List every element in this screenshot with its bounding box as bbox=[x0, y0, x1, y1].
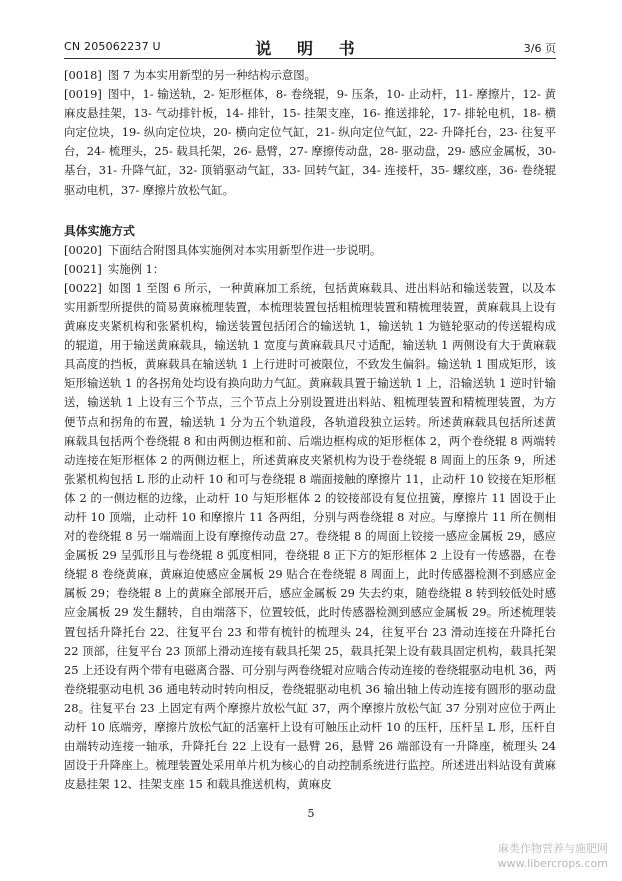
patent-number: CN 205062237 U bbox=[64, 40, 161, 53]
watermark bbox=[498, 841, 608, 871]
paragraph-number: [0018] bbox=[64, 68, 102, 82]
watermark-line-2: www.libercrops.com bbox=[497, 857, 608, 870]
paragraph-0020 bbox=[64, 241, 556, 260]
page-header bbox=[64, 36, 556, 59]
paragraph-text: 图 7 为本实用新型的另一种结构示意图。 bbox=[107, 68, 317, 82]
paragraph-0019 bbox=[64, 85, 556, 200]
paragraph-0021 bbox=[64, 260, 556, 279]
paragraph-number: [0019] bbox=[64, 87, 102, 102]
paragraph-number: [0022] bbox=[64, 280, 102, 295]
paragraph-text: 图中，1- 输送轨，2- 矩形框体，8- 卷绕辊，9- 压条，10- 止动杆，11- 摩擦片，12- 黄麻皮悬挂架，13- 气动排针板，14- 排针，15- 挂架支座，16- 推送排轮，17- 排轮电机，18- 横向定位块，19- 纵向定位块，20- 横向定位气缸，21- 纵向定位气缸，22- 升降托台，23- 往复平台，24- 梳理头，25- 载具托架，26- 悬臂，27- 摩擦传动盘，28- 驱动盘，29- 感应金属板，30- 基台，31- 升降气缸，32- 顶销驱动气缸，33- 回转气缸，34- 连接杆，35- 螺纹座，36- 卷绕辊驱动电机，37- 摩擦片放松气缸。 bbox=[64, 87, 556, 197]
paragraph-text: 下面结合附图具体实施例对本实用新型作进一步说明。 bbox=[107, 242, 382, 257]
section-title: 具体实施方式 bbox=[64, 223, 135, 238]
paragraph-text: 如图 1 至图 6 所示，一种黄麻加工系统，包括黄麻载具、进出料站和输送装置，以及本实用新型所提供的简易黄麻梳理装置，本梳理装置包括粗梳理装置和精梳理装置，黄麻载具上设有黄麻皮夹紧机构和张紧机构，输送装置包括闭合的输送轨 1，输送轨 1 为链轮驱动的传送辊构成的辊道，用于输送黄麻载具，输送轨 1 宽度与黄麻载具尺寸适配，输送轨 1 两侧设有大于黄麻载具高度的挡板，黄麻载具在输送轨 1 上行进时可被限位，不致发生偏斜。输送轨 1 围成矩形，该矩形输送轨 1 的各拐角处均设有换向助力气缸。黄麻载具置于输送轨 1 上，沿输送轨 1 逆时针输送，输送轨 1 上设有三个节点，三个节点上分别设置进出料站、粗梳理装置和精梳理装置，为方便节点和拐角的布置，输送轨 1 分为五个轨道段，各轨道段独立运转。所述黄麻载具包括所述黄麻载具包括两个卷绕辊 8 和由两侧边框和前、后端边框构成的矩形框体 2，两个卷绕辊 8 两端转动连接在矩形框体 2 的两侧边框上，所述黄麻皮夹紧机构为设于卷绕辊 8 周面上的压条 9，所述张紧机构包括 L 形的止动杆 10 和可与卷绕辊 8 端面接触的摩擦片 11，止动杆 10 铰接在矩形框体 2 的一侧边框的边缘，止动杆 10 与矩形框体 2 的铰接部设有复位扭簧，摩擦片 11 固设于止动杆 10 顶端，止动杆 10 和摩擦片 11 各两组，分别与两卷绕辊 8 对应。与摩擦片 11 所在侧相对的卷绕辊 8 另一端端面上设有摩擦传动盘 27。卷绕辊 8 的周面上铰接一感应金属板 29，感应金属板 29 呈弧形且与卷绕辊 8 弧度相同，卷绕辊 8 正下方的矩形框体 2 上设有一传感器，在卷绕辊 8 卷绕黄麻，黄麻迫使感应金属板 29 贴合在卷绕辊 8 周面上，此时传感器检测不到感应金属板 29；卷绕辊 8 上的黄麻全部展开后，感应金属板 29 失去约束，随卷绕辊 8 转到较低处时感应金属板 29 发生翻转，自由端落下，位置较低，此时传感器检测到感应金属板 29。所述梳理装置包括升降托台 22、往复平台 23 和带有梳针的梳理头 24，往复平台 23 滑动连接在升降托台 22 顶部，往复平台 23 顶部上滑动连接有载具托架 25，载具托架上设有载具固定机构，载具托架 25 上还设有两个带有电磁离合器、可分别与两卷绕辊对应啮合传动连接的卷绕辊驱动电机 36，两卷绕辊驱动电机 36 通电转动时转向相反，卷绕辊驱动电机 36 输出轴上传动连接有圆形的驱动盘 28。往复平台 23 上固定有两个摩擦片放松气缸 37，两个摩擦片放松气缸 37 分别对应位于两止动杆 10 底端旁，摩擦片放松气缸的活塞杆上设有可触压止动杆 10 的压杆，压杆呈 L 形，压杆自由端转动连接一轴承，升降托台 22 上设有一悬臂 26，悬臂 26 端部设有一升降座，梳理头 24 固设于升降座上。梳理装置处采用单片机为核心的自动控制系统进行监控。所述进出料站设有黄麻皮悬挂架 12、挂架支座 15 和载具推送机构，黄麻皮 bbox=[64, 280, 556, 792]
paragraph-text: 实施例 1： bbox=[107, 261, 165, 276]
document-title: 说 明 书 bbox=[255, 39, 365, 58]
paragraph-0022 bbox=[64, 279, 556, 795]
paragraph-number: [0020] bbox=[64, 242, 102, 257]
paragraph-0018 bbox=[64, 66, 556, 85]
watermark-line-1: 麻类作物营养与施肥网 bbox=[498, 842, 608, 855]
page-info: 3/6 页 bbox=[523, 42, 556, 55]
page-number: 5 bbox=[307, 807, 315, 820]
document-body bbox=[64, 66, 556, 794]
paragraph-number: [0021] bbox=[64, 261, 102, 276]
